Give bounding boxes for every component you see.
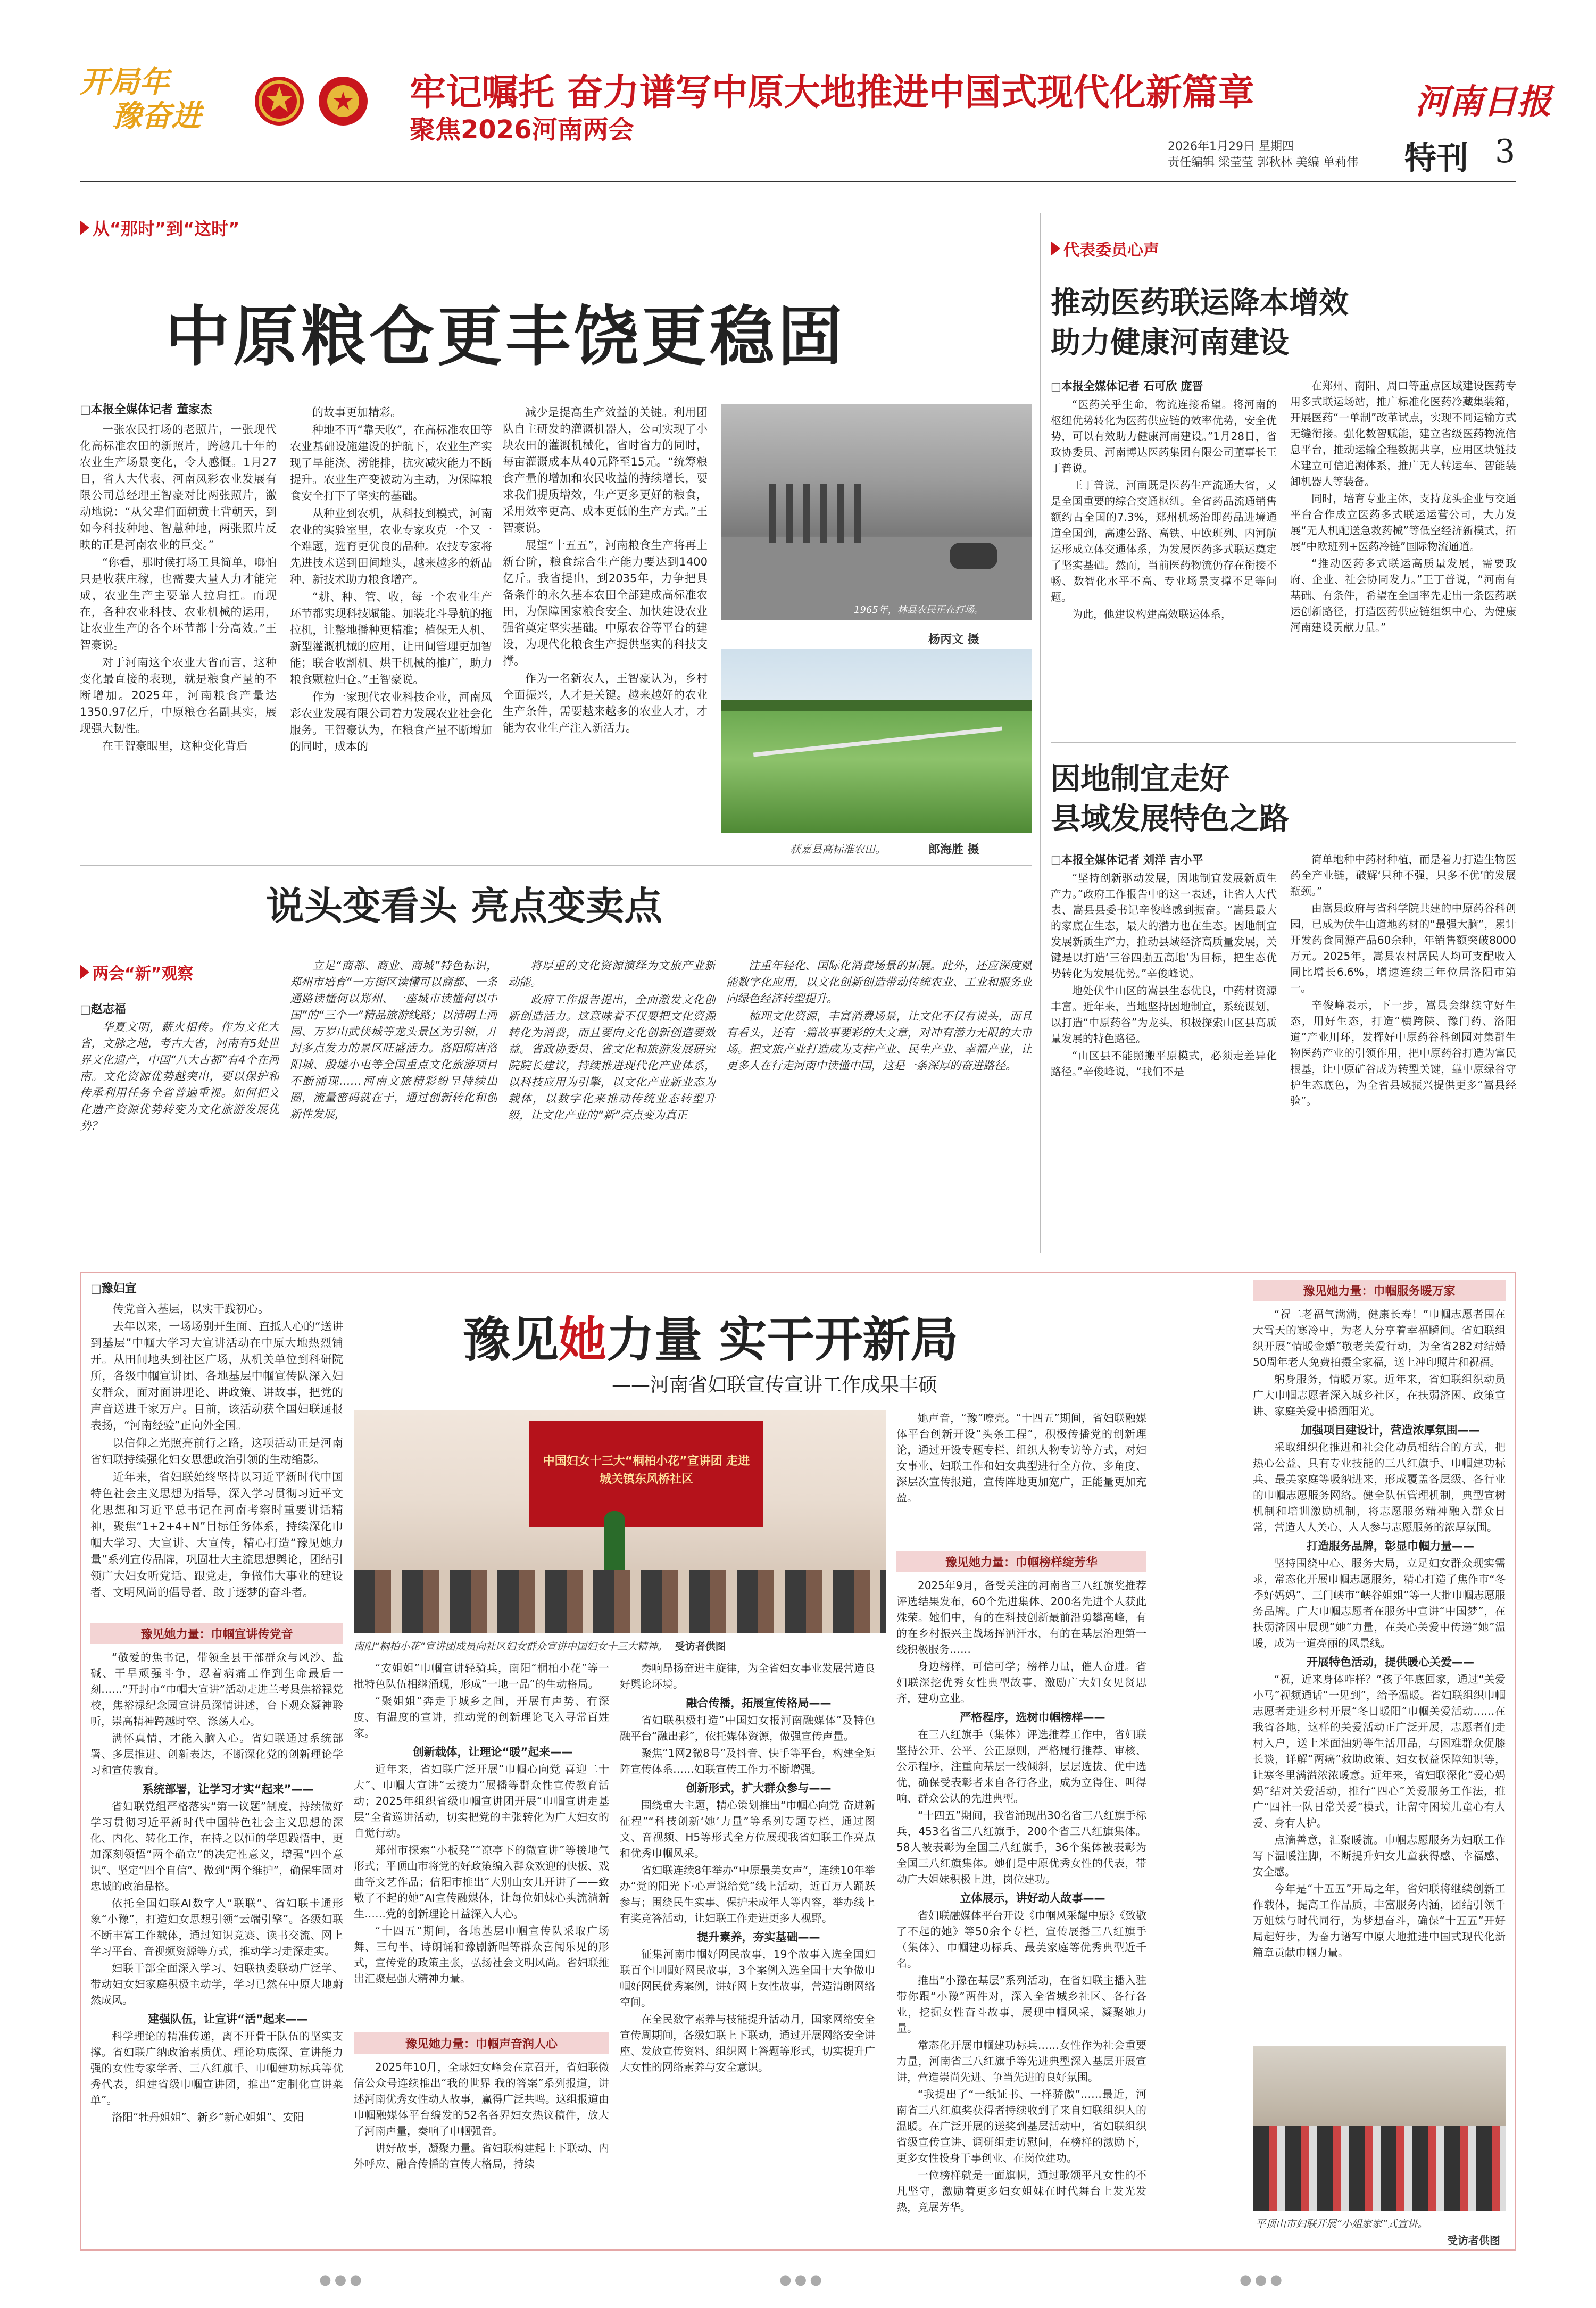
women-title-a: 豫见 [463, 1311, 559, 1368]
women-subhead: 创新形式，扩大群众参与—— [686, 1782, 832, 1795]
women-para: “敬爱的焦书记，带领全县干部群众与风沙、盐碱、干旱顽强斗争，忍着病痛工作到生命最后一刻……”开封市“巾帼大宣讲”活动走进兰考县焦裕禄党校，焦裕禄纪念园宣讲员深情讲述，台下观众凝神聆听，崇高精神跨越时空、涤荡人心。 [90, 1651, 343, 1728]
culture-para: 华夏文明，薪火相传。作为文化大省，文脉之地，考古大省，河南有5处世界文化遗产，中国“八大古都”有4个在河南。文化资源优势越突出，要以保护和传承利用任务全省普遍重视。如何把文化遗产资源优势转变为文化旅游发展优势？ [80, 1020, 279, 1132]
photo-trees [721, 700, 1032, 711]
women-subtitle: ——河南省妇联宣传宣讲工作成果丰硕 [612, 1374, 938, 1396]
women-para: 2025年10月，全球妇女峰会在京召开，省妇联微信公众号连续推出“我的世界 我的答案”系列报道，讲述河南优秀女性动人故事，赢得广泛共鸣。这组报道由巾帼融媒体平台编发的52名各界妇女热议稿件，放大了河南声量，奏响了巾帼强音。 [354, 2061, 609, 2137]
grain-col-1 [80, 421, 277, 858]
county-byline: □本报全媒体记者 刘洋 吉小平 [1051, 853, 1203, 866]
women-para: “聚姐姐”奔走于城乡之间，开展有声势、有深度、有温度的宣讲，推动党的创新理论飞入寻常百姓家。 [354, 1695, 609, 1739]
women-para: “十四五”期间，我省涌现出30名省三八红旗手标兵，453名省三八红旗手，200个省三八红旗集体。58人被表彰为全国三八红旗手，36个集体被表彰为全国三八红旗集体。她们是中原优秀女性的代表，带动广大姐妹积极上进，岗位建功。 [896, 1809, 1146, 1886]
culture-divider [80, 865, 1032, 866]
women-subhead: 创新载体，让理论“暖”起来—— [412, 1746, 573, 1758]
medicine-col-1 [1051, 396, 1277, 737]
culture-para: 立足“商都、商业、商城”特色标识，郑州市培育“一方街区读懂可以商都、一条通路读懂何以郑州、一座城市读懂何以中国”的“三个一”精品旅游线路；以清明上河园、万岁山武侠城等龙头景区为引领，开封多点发力的景区旺盛活力。洛阳隋唐洛阳城、殷墟小屯等全国重点文化旅游项目不断涌现……河南文旅精彩纷呈持续出圈，流量密码就在于，通过创新转化和创新性发展， [290, 959, 497, 1120]
medicine-para: 同时，培育专业主体，支持龙头企业与交通平台合作成立医药多式联运运营公司，大力发展“无人机配送急救药械”等低空经济新模式，拓展“中欧班列+医药冷链”国际物流通道。 [1290, 492, 1516, 553]
footer-dots-center: ●●● [779, 2272, 826, 2288]
women-para: 省妇联融媒体平台开设《巾帼风采耀中原》《致敬了不起的她》等50余个专栏，宣传展播三八红旗手（集体）、巾帼建功标兵、最美家庭等优秀典型近千名。 [896, 1909, 1146, 1970]
culture-byline: □赵志福 [80, 1003, 126, 1016]
masthead-divider [80, 181, 1516, 182]
culture-col-2 [290, 958, 497, 1253]
women-para: 聚焦“1网2微8号”及抖音、快手等平台，构建全矩阵宣传体系……妇联宣传工作力不断增强。 [620, 1747, 875, 1775]
photo-audience [354, 1570, 886, 1633]
women-subhead: 融合传播，拓展宣传格局—— [686, 1697, 832, 1709]
women-byline: □豫妇宣 [90, 1282, 137, 1296]
county-para: “山区县不能照搬平原模式，必须走差异化路径。”辛俊峰说，“我们不是 [1051, 1049, 1277, 1078]
women-para: “十四五”期间，各地基层巾帼宣传队采取广场舞、三句半、诗朗诵和豫剧新唱等群众喜闻乐见的形式，宣传党的政策主张，弘扬社会文明风尚。省妇联推出汇聚起强大精神力量。 [354, 1924, 609, 1985]
culture-para: 注重年轻化、国际化消费场景的拓展。此外，还应深度赋能数字化应用，以文化创新创造带动传统农业、工业和服务业向绿色经济转型提升。 [726, 959, 1032, 1005]
grain-para: 一张农民打场的老照片，一张现代化高标准农田的新照片，跨越几十年的农业生产场景变化，令人感慨。1月27日，省人大代表、河南凤彩农业发展有限公司总经理王智豪对比两张照片，激动地说：“从父辈们面朝黄土背朝天，到如今科技种地、智慧种地，两张照片反映的正是河南农业的巨变。” [80, 423, 277, 551]
women-para: “祝，近来身体咋样？”孩子年底回家，通过“关爱小马”视频通话“一见到”，给予温暖。省妇联组织巾帼志愿者走进乡村开展“冬日暖阳”巾帼关爱活动……在我省各地，这样的关爱活动正广泛开展，志愿者们走村入户，送上米面油奶等生活用品，与困难群众促膝长谈，详解“两癌”救助政策、妇女权益保障知识等，让寒冬里满溢浓浓暖意。近年来，省妇联深化“爱心妈妈”结对关爱活动，推行“四心”关爱服务工作法，推广“四社一队日常关爱”模式，让留守困境儿童心有人爱、身有人护。 [1253, 1673, 1506, 1829]
photo1-credit: 杨丙文 摄 [928, 633, 979, 646]
women-para: 省妇联党组严格落实“第一议题”制度，持续做好学习贯彻习近平新时代中国特色社会主义思想的深化、内化、转化工作，在持之以恒的学思践悟中，更加深刻领悟“两个确立”的决定性意义，增强“四个意识”、坚定“四个自信”、做到“两个维护”，确保牢固对忠诚的政治品格。 [90, 1800, 343, 1892]
grain-tag [80, 215, 239, 240]
lecture-photo-credit: 受访者供图 [675, 1641, 726, 1653]
page-number: 3 [1495, 133, 1516, 170]
photo2-caption: 获嘉县高标准农田。 [790, 843, 886, 856]
women-para: 近年来，省妇联广泛开展“巾帼心向党 喜迎二十大”、巾帼大宣讲“云接力”展播等群众性宣传教育活动；2025年组织省级巾帼宣讲团开展“巾帼宣讲走基层”全省巡讲活动，切实把党的主张转化为广大妇女的自觉行动。 [354, 1763, 609, 1839]
small-photo-caption: 平顶山市妇联开展“小姐家家”式宣讲。 [1256, 2218, 1428, 2230]
county-col-1 [1051, 870, 1277, 1253]
slogan-logo [80, 59, 245, 138]
women-para: 省妇联连续8年举办“中原最美女声”，连续10年举办“党的阳光下·心声说给党”线上活动，近百万人踊跃参与；围绕民生实事、保护未成年人等内容，举办线上有奖竞答活动，让妇联工作走进更多人视野。 [620, 1864, 875, 1924]
grain-tag-label: 从“那时”到“这时” [93, 219, 240, 239]
grain-para: 对于河南这个农业大省而言，这种变化最直接的表现，就是粮食产量的不断增加。2025年，河南粮食产量达1350.97亿斤，中原粮仓名副其实，展现强大韧性。 [80, 656, 277, 735]
women-para: 满怀真情，才能入脑入心。省妇联通过系统部署、多层推进、创新表达，不断深化党的创新理论学习和宣传教育。 [90, 1732, 343, 1776]
slogan-bottom: 豫奋进 [112, 99, 201, 134]
grain-col-2 [290, 404, 492, 859]
women-para: 郑州市探索“小板凳”“凉亭下的微宣讲”等接地气形式；平顶山市将党的好政策编入群众欢迎的快板、戏曲等文艺作品；信阳市推出“大别山女儿开讲了——致敬了不起的她”AI宣传融媒体，让每位姐妹心头流淌新生……党的创新理论日益深入人心。 [354, 1844, 609, 1920]
women-para: 今年是“十五五”开局之年，省妇联将继续创新工作载体，提高工作品质，丰富服务内涵，团结引领千万姐妹与时代同行，为梦想奋斗，确保“十五五”开好局起好步，为奋力谱写中原大地推进中国式现代化新篇章贡献巾帼力量。 [1253, 1882, 1506, 1959]
grain-byline: □本报全媒体记者 董家杰 [80, 403, 212, 417]
culture-para: 梳理文化资源，丰富消费场景，让文化不仅有说头，而且有看头，还有一篇故事要彩的大文章，对冲有潜力无限的大市场。把文旅产业打造成为支柱产业、民生产业、幸福产业，让更多人在行走河南中读懂中国，这是一条深厚的奋进路径。 [726, 1010, 1032, 1072]
culture-para: 政府工作报告提出，全面激发文化创新创造活力。这意味着不仅要把文化资源转化为消费，而且要向文化创新创造要效益。省政协委员、省文化和旅游发展研究院院长建议，持续推进现代化产业体系，以科技应用为引擎，以文化产业新业态为载体，以数字化来推动传统业态转型升级，让文化产业的“新”亮点变为真正 [508, 993, 716, 1122]
masthead [0, 0, 1596, 177]
women-para: 在三八红旗手（集体）评选推荐工作中，省妇联坚持公开、公平、公正原则，严格履行推荐、审核、公示程序，注重向基层一线倾斜，层层选拔、优中选优，确保受表彰者来自各行各业，成为立得住、叫得响、群众公认的先进典型。 [896, 1728, 1146, 1805]
women-col-4-top [896, 1410, 1146, 1543]
women-title [463, 1301, 958, 1370]
farmland-photo [721, 649, 1032, 833]
photo-screen-text: 中国妇女十三大“桐柏小花”宣讲团 走进城关镇东风桥社区 [543, 1455, 750, 1486]
women-para: 讲好故事，凝聚力量。省妇联构建起上下联动、内外呼应、融合传播的宣传大格局，持续 [354, 2141, 609, 2170]
photo-people [769, 484, 864, 543]
slogan-top: 开局年 [80, 65, 169, 99]
grain-para: 展望“十五五”，河南粮食生产将再上新台阶，粮食综合生产能力要达到1400亿斤。我省提出，到2035年，力争把具备条件的永久基本农田全部建成高标准农田，为保障国家粮食安全、加快建设农业强省奠定坚实基础。中原农谷等平台的建设，为现代化粮食生产提供坚实的科技支撑。 [503, 539, 708, 667]
culture-col-3 [508, 958, 716, 1253]
women-para: “安姐姐”巾帼宣讲轻骑兵，南阳“桐柏小花”等一批特色队伍相继涌现，形成“一地一品”的生动格局。 [354, 1662, 609, 1690]
small-photo-credit: 受访者供图 [1447, 2234, 1500, 2247]
medicine-para: “医药关乎生命，物流连接希望。将河南的枢纽优势转化为医药供应链的效率优势，安全优势，可以有效助力健康河南建设。”1月28日，省政协委员、河南博达医药集团有限公司董事长王丁普说。 [1051, 398, 1277, 475]
grain-col-3 [503, 404, 708, 859]
medicine-para: 为此，他建议构建高效联运体系， [1072, 608, 1232, 620]
women-section-bar-2: 豫见她力量：巾帼声音润人心 [354, 2032, 609, 2054]
chevron-icon [80, 965, 89, 979]
women-para: 在全民数字素养与技能提升活动月，国家网络安全宣传周期间，各级妇联上下联动，通过开展网络安全讲座、发放宣传资料、组织网上答题等形式，切实提升广大女性的网络素养与安全意识。 [620, 2013, 875, 2073]
small-lecture-photo [1253, 2046, 1506, 2211]
women-col-1 [90, 1301, 343, 1620]
section-divider [1051, 742, 1516, 743]
masthead-subhead: 聚焦2026河南两会 [410, 115, 634, 145]
medicine-para: 在郑州、南阳、周口等重点区域建设医药专用多式联运场站，推广标准化医药冷藏集装箱，开展医药“一单制”改革试点，实现不同运输方式无缝衔接。强化数智赋能，建立省级医药物流信息平台，推动运输全程数据共享，应用区块链技术建立可信追溯体系，推广无人转运车、智能装卸机器人等装备。 [1290, 379, 1516, 488]
women-para: 常态化开展巾帼建功标兵……女性作为社会重要力量，河南省三八红旗手等先进典型深入基层开展宣讲，营造崇尚先进、争当先进的良好氛围。 [896, 2039, 1146, 2083]
women-section-bar-3: 豫见她力量：巾帼榜样绽芳华 [896, 1551, 1146, 1572]
women-para: 洛阳“牡丹姐姐”、新乡“新心姐姐”、安阳 [112, 2111, 304, 2123]
women-col-3 [620, 1660, 875, 2240]
cppcc-emblem-icon [317, 74, 370, 128]
threshing-photo [721, 404, 1032, 620]
women-section-bar-4: 豫见她力量：巾帼服务暖万家 [1253, 1280, 1506, 1301]
women-para: 依托全国妇联AI数字人“联联”、省妇联卡通形象“小豫”，打造妇女思想引领“云端引擎”。各级妇联不断丰富工作载体，通过知识竞赛、读书交流、网上学习平台、音视频资源等方式，推动学习走深走实。 [90, 1897, 343, 1957]
women-para: 去年以来，一场场别开生面、直抵人心的“送讲到基层”中帼大学习大宣讲活动在中原大地热烈铺开。从田间地头到社区广场，从机关单位到科研院所，各级中帼宣讲团、各地基层中帼宣传队深入妇女群众，面对面讲理论、讲政策、讲故事，把党的声音送进千家万户。目前，该活动获全国妇联通报表扬，“河南经验”正向外全国。 [90, 1320, 343, 1432]
county-title-2: 县域发展特色之路 [1051, 802, 1289, 836]
medicine-title-2: 助力健康河南建设 [1051, 326, 1289, 360]
women-subhead: 提升素养，夯实基础—— [697, 1931, 820, 1944]
women-para: 省妇联积极打造“中国妇女报河南融媒体”及特色融平台“融出彩”，依托媒体资源，做强宣传声量。 [620, 1714, 875, 1742]
women-subhead: 开展特色活动，提供暖心关爱—— [1307, 1656, 1474, 1668]
women-subhead: 建强队伍，让宣讲“活”起来—— [148, 2013, 308, 2025]
medicine-byline: □本报全媒体记者 石可欣 庞晋 [1051, 380, 1203, 393]
editor-line: 责任编辑 梁莹莹 郭秋林 美编 单莉伟 [1168, 156, 1358, 169]
women-col-4 [896, 1578, 1146, 2240]
women-para: “我提出了“一纸证书、一样骄傲”……最近，河南省三八红旗奖获得者持续收到了来自妇联组织人的温暖。在广泛开展的送奖到基层活动中，省妇联组织省级宣传宣讲、调研组走访慰问，在榜样的激励下，更多女性投身干事创业、在岗位建功。 [896, 2088, 1146, 2164]
county-para: 辛俊峰表示，下一步，嵩县会继续守好生态，用好生态，打造“横跨陕、豫门药、洛阳道”产业川环，发挥好中原药谷科创园对集群生物医药产业的引领作用，把中原药谷打造为富民根基，让中原矿谷成为转型关键，靠中原绿谷守护生态底色，为全省县域振兴提供更多“嵩县经验”。 [1290, 999, 1516, 1107]
women-subhead: 严格程序，选树巾帼榜样—— [960, 1711, 1105, 1724]
chevron-icon [1051, 241, 1060, 256]
footer-dots-right: ●●● [1240, 2272, 1286, 2288]
photo-crowd [1253, 2126, 1506, 2211]
women-title-c: 力量 实干开新局 [606, 1311, 959, 1368]
women-para: “祝二老福气满满，健康长寿！”巾帼志愿者围在大雪天的寒冷中，为老人分享着幸福瞬间。省妇联组织开展“情暖金婚”敬老关爱行动，为全省282对结婚50周年老人免费拍摄全家福，送上冲印照片和祝福。 [1253, 1308, 1506, 1368]
lecture-photo [354, 1410, 886, 1633]
women-para: 推出“小豫在基层”系列活动，在省妇联主播入驻带你跟“小豫”两件对，深入全省城乡社区、各行各业，挖掘女性奋斗故事，展现中帼风采，凝聚她力量。 [896, 1974, 1146, 2035]
women-section-bar-1: 豫见她力量：巾帼宣讲传党音 [90, 1623, 343, 1644]
medicine-para: “推动医药多式联运高质量发展，需要政府、企业、社会协同发力。”王丁普说，“河南有基础、有条件，希望在全国率先走出一条医药联运创新路径，打造医药供应链组织中心，为健康河南建设贡献力量。” [1290, 557, 1516, 634]
medicine-tag-label: 代表委员心声 [1063, 241, 1159, 260]
photo1-caption: 1965年，林县农民正在打场。 [854, 604, 984, 616]
women-para: 点滴善意，汇聚暖流。巾帼志愿服务为妇联工作写下温暖注脚，不断提升妇女儿童获得感、幸福感、安全感。 [1253, 1833, 1506, 1878]
medicine-para: 王丁普说，河南既是医药生产流通大省，又是全国重要的综合交通枢纽。全省药品流通销售额约占全国的7.3%，郑州机场治即药品进境通道全国到，高速公路、高铁、中欧班列、内河航运形成立体交通体系，为发展医药多式联运奠定了坚实基础。然而，当前医药物流仍存在衔接不畅、数智化水平不高、专业场景支撑不足等问题。 [1051, 479, 1277, 603]
women-para: 以信仰之光照亮前行之路，这项活动正是河南省妇联持续强化妇女思想政治引领的生动缩影。 [90, 1437, 343, 1466]
grain-para: 的故事更加精彩。 [312, 406, 402, 419]
women-para: 妇联干部全面深入学习、妇联执委联动广泛学、带动妇女妇家庭积极主动学，学习已然在中原大地蔚然成风。 [90, 1962, 343, 2006]
women-para: 近年来，省妇联始终坚持以习近平新时代中国特色社会主义思想为指导，深入学习贯彻习近平文化思想和习近平总书记在河南考察时重要讲话精神，聚焦“1+2+4+N”目标任务体系，持续深化巾帼大学习、大宣讲、大宣传，精心打造“豫见她力量”系列宣传品牌，巩固壮大主流思想舆论，团结引领广大妇女听党话、跟党走，争做伟大事业的建设者、文明风尚的倡导者、敢于逐梦的奋斗者。 [90, 1471, 343, 1599]
county-para: 地处伏牛山区的嵩县生态优良，中药材资源丰富。近年来，当地坚持因地制宜，系统谋划，以打造“中原药谷”为龙头，积极探索山区县高质量发展的特色路径。 [1051, 984, 1277, 1045]
grain-title: 中原粮仓更丰饶更稳固 [165, 298, 846, 375]
grain-para: 作为一名新农人，王智豪认为，乡村全面振兴，人才是关键。越来越好的农业生产条件，需要越来越多的农业人才，才能为农业生产注入新活力。 [503, 672, 708, 734]
grain-para: 在王智豪眼里，这种变化背后 [102, 740, 247, 752]
county-title-1: 因地制宜走好 [1051, 762, 1229, 796]
women-para: 征集河南巾帼好网民故事，19个故事入选全国妇联百个巾帼好网民故事，3个案例入选全国十大争做巾帼好网民优秀案例，讲好网上女性故事，营造清朗网络空间。 [620, 1948, 875, 2008]
county-col-2 [1290, 851, 1516, 1253]
lecture-caption-text: 南阳“桐柏小花”宣讲团成员向社区妇女群众宣讲中国妇女十三大精神。 [354, 1641, 668, 1653]
women-col-1b [90, 1649, 343, 2240]
culture-tag-label: 两会“新”观察 [93, 965, 194, 983]
culture-para: 将厚重的文化资源演绎为文旅产业新动能。 [508, 959, 716, 989]
photo-irrigation [753, 726, 1002, 757]
chevron-icon [80, 220, 89, 235]
lecture-photo-caption [354, 1639, 886, 1653]
women-subhead: 加强项目建设计，营造浓厚氛围—— [1301, 1424, 1480, 1437]
grain-para: 减少是提高生产效益的关键。利用团队自主研发的灌溉机器人，公司实现了小块农田的灌溉机械化，省时省力的同时，每亩灌溉成本从40元降至15元。“统筹粮食产量的增加和农民收益的持续增长，要求我们提质增效，生产更多更好的粮食，采用效率更高、成本更低的生产方式。”王智豪说。 [503, 406, 708, 534]
footer-dots-left: ●●● [319, 2272, 365, 2288]
women-para: 奏响昂扬奋进主旋律，为全省妇女事业发展营造良好舆论环境。 [620, 1662, 875, 1690]
women-para: 围绕重大主题，精心策划推出“巾帼心向党 奋进新征程”“科技创新‘她’力量”等系列专题专栏，通过图文、音视频、H5等形式全方位展现我省妇联工作亮点和优秀巾帼风采。 [620, 1799, 875, 1859]
column-divider [1040, 213, 1041, 1253]
culture-col-4 [726, 958, 1032, 1253]
photo-screen [529, 1421, 763, 1527]
women-title-b: 她 [559, 1311, 606, 1368]
women-col-2 [354, 1660, 609, 2027]
women-para: 身边榜样，可信可学；榜样力量，催人奋进。省妇联深挖优秀女性典型故事，激励广大妇女见贤思齐，建功立业。 [896, 1660, 1146, 1705]
section-name: 特刊 [1404, 140, 1468, 177]
grain-para: “耕、种、管、收，每一个农业生产环节都实现科技赋能。加装北斗导航的拖拉机，让整地播种更精准；植保无人机、新型灌溉机械的应用，让田间管理更加智能；联合收割机、烘干机械的推广，助力粮食颗粒归仓。”王智豪说。 [290, 591, 492, 686]
culture-col-1 [80, 1019, 279, 1253]
women-subhead: 系统部署，让学习才实“起来”—— [142, 1783, 314, 1796]
women-para: 2025年9月，备受关注的河南省三八红旗奖推荐评选结果发布，60个先进集体、200名先进个人获此殊荣。她们中，有的在科技创新最前沿勇攀高峰，有的在乡村振兴主战场挥洒汗水，有的在基层治理第一线积极服务…… [896, 1579, 1146, 1656]
women-para: 躬身服务，情暖万家。近年来，省妇联组织动员广大巾帼志愿者深入城乡社区，在扶弱济困、政策宣讲、家庭关爱中播洒阳光。 [1253, 1373, 1506, 1417]
grain-para: 从种业到农机，从科技到模式，河南农业的实验室里，农业专家攻克一个又一个难题，选育更优良的品种。农技专家将先进技术送到田间地头，越来越多的新品种、新技术助力粮食增产。 [290, 507, 492, 586]
national-emblem-icon [253, 74, 306, 128]
grain-para: 作为一家现代农业科技企业，河南凤彩农业发展有限公司着力发展农业社会化服务。王智豪认为，在粮食产量不断增加的同时，成本的 [290, 691, 492, 753]
date-line: 2026年1月29日 星期四 [1168, 140, 1294, 153]
women-col-5 [1157, 1306, 1506, 2040]
medicine-col-2 [1290, 378, 1516, 737]
women-subhead: 立体展示，讲好动人故事—— [960, 1892, 1105, 1905]
photo-animal [950, 543, 998, 569]
women-para: 采取组织化推进和社会化动员相结合的方式，把热心公益、具有专业技能的三八红旗手、巾帼建功标兵、最美家庭等吸纳进来，形成覆盖各层级、各行业的巾帼志愿服务网络。健全队伍管理机制，典型宣树机制和培训激励机制，将志愿服务精神融入群众日常，营造人人关心、人人参与志愿服务的浓厚氛围。 [1253, 1441, 1506, 1533]
women-para: 科学理论的精准传递，离不开骨干队伍的坚实支撑。省妇联广纳政治素质优、理论功底深、宣讲能力强的女性专家学者、三八红旗手、巾帼建功标兵等优秀代表，组建省级巾帼宣讲团，推出“定制化宣讲菜单”。 [90, 2030, 343, 2106]
women-subhead: 打造服务品牌，彰显巾帼力量—— [1307, 1540, 1474, 1552]
county-para: “坚持创新驱动发展，因地制宜发展新质生产力。”政府工作报告中的这一表述，让省人大代表、嵩县县委书记辛俊峰感到振奋。“嵩县最大的家底在生态，最大的潜力也在生态。因地制宜发展新质生产力，推动县域经济高质量发展，关键是以打造‘三谷四强五高地’为目标，把生态优势转化为发展优势。”辛俊峰说。 [1051, 871, 1277, 980]
women-para: 坚持围绕中心、服务大局，立足妇女群众现实需求，常态化开展巾帼志愿服务，精心打造了焦作市“冬季好妈妈”、三门峡市“峡谷姐姐”等一大批巾帼志愿服务品牌。广大巾帼志愿者在服务中宣讲“中国梦”，在扶弱济困中展现“她”力量，在关心关爱中传递“她”温暖，成为一道亮丽的风景线。 [1253, 1557, 1506, 1649]
masthead-headline: 牢记嘱托 奋力谱写中原大地推进中国式现代化新篇章 [410, 71, 1254, 114]
county-para: 由嵩县政府与省科学院共建的中原药谷科创园，已成为伏牛山道地药材的“最强大脑”，累计开发药食同源产品60余种，年销售额突破8000万元。2025年，嵩县农村居民人均可支配收入同比增长6.6%，增速连续三年位居洛阳市第一。 [1290, 902, 1516, 994]
grain-para: 种地不再“靠天收”，在高标准农田等农业基础设施建设的护航下，农业生产实现了旱能浇、涝能排，抗灾减灾能力不断提升。农业生产变被动为主动，为保障粮食安全打下了坚实的基础。 [290, 424, 492, 502]
culture-tag [80, 960, 193, 984]
medicine-title-1: 推动医药联运降本增效 [1051, 286, 1349, 320]
women-para: 她声音，“豫”嘹亮。“十四五”期间，省妇联融媒体平台创新开设“头条工程”，积极传播党的创新理论，通过开设专题专栏、组织人物专访等方式，对妇女事业、妇联工作和妇女典型进行全方位、多角度、深层次宣传报道，宣传阵地更加宽广，正能量更加充盈。 [896, 1412, 1146, 1504]
women-col-2b [354, 2059, 609, 2240]
paper-logo: 河南日报 [1415, 82, 1551, 122]
women-para: 传党音入基层，以实干践初心。 [113, 1302, 269, 1315]
women-para: 一位榜样就是一面旗帜，通过歌颂平凡女性的不凡坚守，激励着更多妇女姐妹在时代舞台上发光发热，竞展芳华。 [896, 2169, 1146, 2213]
county-para: 简单地种中药材种植，而是着力打造生物医药全产业链，破解‘只种不强，只多不优’的发展瓶颈。” [1290, 853, 1516, 898]
photo2-credit: 郎海胜 摄 [928, 843, 979, 857]
culture-title: 说头变看头 亮点变卖点 [266, 883, 663, 928]
grain-para: “你看，那时候打场工具简单，啷怕只是收获庄稼，也需要大量人力才能完成，农业生产主要靠人拉肩扛。而现在，各种农业科技、农业机械的运用，让农业生产的各个环节都十分高效。”王智豪说。 [80, 556, 277, 651]
medicine-tag [1051, 237, 1159, 260]
